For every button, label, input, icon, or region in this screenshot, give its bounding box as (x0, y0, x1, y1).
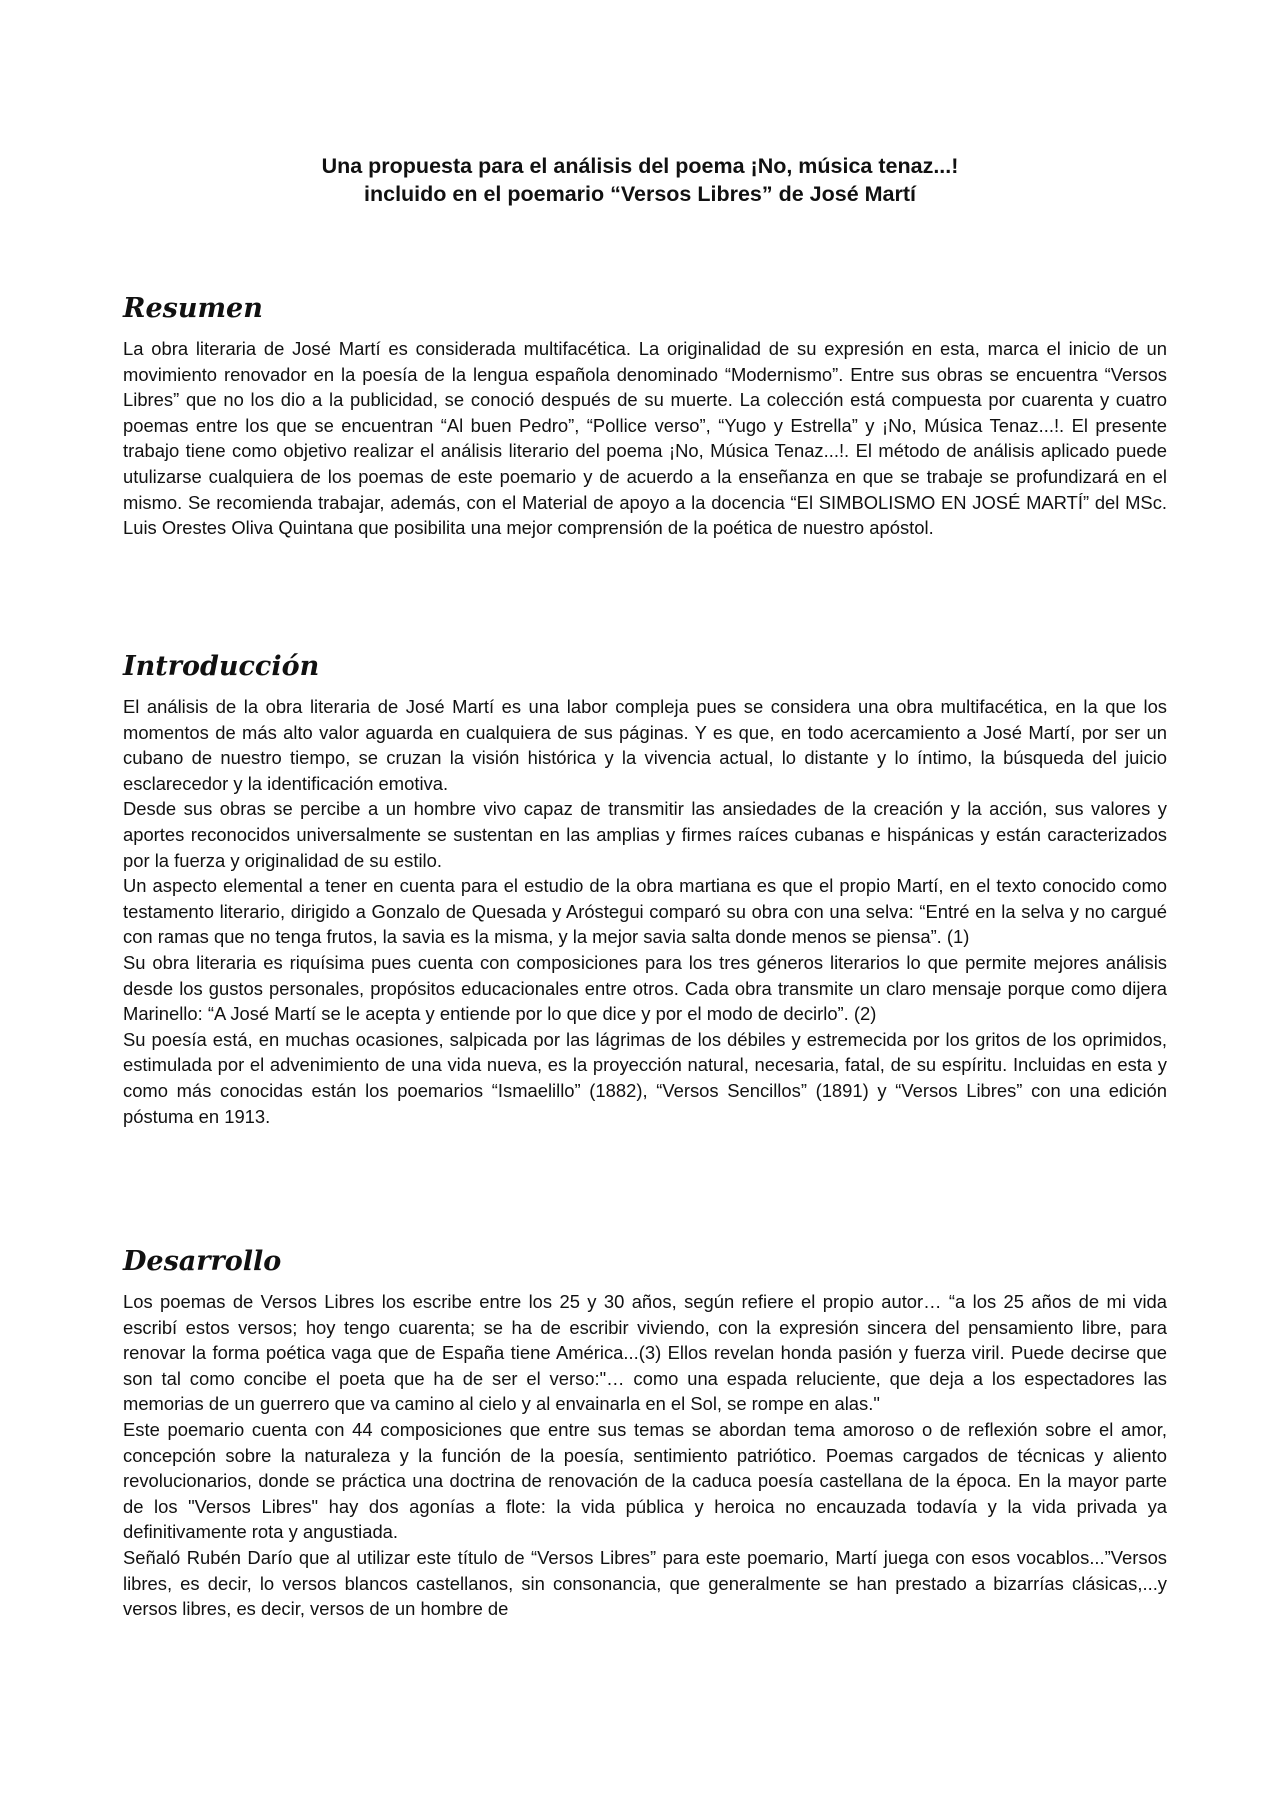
paragraph: Este poemario cuenta con 44 composiciones que entre sus temas se abordan tema amoroso o de reflexión sobre el amor, concepción sobre la naturaleza y la función de la poesía, sentimiento patriótico. Poemas cargados de técnicas y aliento revolucionarios, donde se práctica una doctrina de renovación de la caduca poesía castellana de la época. En la mayor parte de los "Versos Libres" hay dos agonías a flote: la vida pública y heroica no encauzada todavía y la vida privada ya definitivamente rota y angustiada. (123, 1418, 1167, 1543)
paragraph: La obra literaria de José Martí es considerada multifacética. La originalidad de su expresión en esta, marca el inicio de un movimiento renovador en la poesía de la lengua española denominado “Modernismo”. Entre sus obras se encuentra “Versos Libres” que no los dio a la publicidad, se conoció después de su muerte. La colección está compuesta por cuarenta y cuatro poemas entre los que se encuentran “Al buen Pedro”, “Pollice verso”, “Yugo y Estrella” y ¡No, Música Tenaz...!. El presente trabajo tiene como objetivo realizar el análisis literario del poema ¡No, Música Tenaz...!. El método de análisis aplicado puede utulizarse cualquiera de los poemas de este poemario y de acuerdo a la enseñanza en que se trabaje se profundizará en el mismo. Se recomienda trabajar, además, con el Material de apoyo a la docencia “El SIMBOLISMO EN JOSÉ MARTÍ” del MSc. Luis Orestes Oliva Quintana que posibilita una mejor comprensión de la poética de nuestro apóstol. (123, 338, 1167, 539)
section-body-introduccion (123, 694, 1167, 1129)
paragraph: Señaló Rubén Darío que al utilizar este título de “Versos Libres” para este poemario, Martí juega con esos vocablos...”Versos libres, es decir, lo versos blancos castellanos, sin consonancia, que generalmente se han prestado a bizarrías clásicas,...y versos libres, es decir, versos de un hombre de (123, 1546, 1167, 1620)
section-heading-resumen: Resumen (123, 293, 263, 324)
paragraph: Un aspecto elemental a tener en cuenta para el estudio de la obra martiana es que el propio Martí, en el texto conocido como testamento literario, dirigido a Gonzalo de Quesada y Aróstegui comparó su obra con una selva: “Entré en la selva y no cargué con ramas que no tenga frutos, la savia es la misma, y la mejor savia salta donde menos se piensa”. (1) (123, 875, 1167, 948)
paragraph: Desde sus obras se percibe a un hombre vivo capaz de transmitir las ansiedades de la creación y la acción, sus valores y aportes reconocidos universalmente se sustentan en las amplias y firmes raíces cubanas e hispánicas y están caracterizados por la fuerza y originalidad de su estilo. (123, 798, 1167, 871)
paragraph: El análisis de la obra literaria de José Martí es una labor compleja pues se considera una obra multifacética, en la que los momentos de más alto valor aguarda en cualquiera de sus páginas. Y es que, en todo acercamiento a José Martí, por ser un cubano de nuestro tiempo, se cruzan la visión histórica y la vivencia actual, lo distante y lo íntimo, la búsqueda del juicio esclarecedor y la identificación emotiva. (123, 696, 1167, 794)
section-heading-desarrollo: Desarrollo (123, 1246, 282, 1277)
title-line-1: Una propuesta para el análisis del poema ¡No, música tenaz...! (321, 154, 959, 178)
paragraph: Su poesía está, en muchas ocasiones, salpicada por las lágrimas de los débiles y estremecida por los gritos de los oprimidos, estimulada por el advenimiento de una vida nueva, es la proyección natural, necesaria, fatal, de su espíritu. Incluidas en esta y como más conocidas están los poemarios “Ismaelillo” (1882), “Versos Sencillos” (1891) y “Versos Libres” con una edición póstuma en 1913. (123, 1028, 1167, 1127)
section-body-desarrollo (123, 1289, 1167, 1622)
section-body-resumen (123, 336, 1167, 541)
section-heading-introduccion: Introducción (123, 651, 320, 682)
title-line-2: incluido en el poemario “Versos Libres” de José Martí (364, 182, 916, 206)
document-title (0, 152, 1280, 208)
paragraph: Su obra literaria es riquísima pues cuenta con composiciones para los tres géneros literarios lo que permite mejores análisis desde los gustos personales, propósitos educacionales entre otros. Cada obra transmite un claro mensaje porque como dijera Marinello: “A José Martí se le acepta y entiende por lo que dice y por el modo de decirlo”. (2) (123, 951, 1167, 1025)
paragraph: Los poemas de Versos Libres los escribe entre los 25 y 30 años, según refiere el propio autor… “a los 25 años de mi vida escribí estos versos; hoy tengo cuarenta; se ha de escribir viviendo, con la expresión sincera del pensamiento libre, para renovar la forma poética vaga que de España tiene América...(3) Ellos revelan honda pasión y fuerza viril. Puede decirse que son tal como concibe el poeta que ha de ser el verso:"… como una espada reluciente, que deja a los espectadores las memorias de un guerrero que va camino al cielo y al envainarla en el Sol, se rompe en alas." (123, 1291, 1167, 1415)
